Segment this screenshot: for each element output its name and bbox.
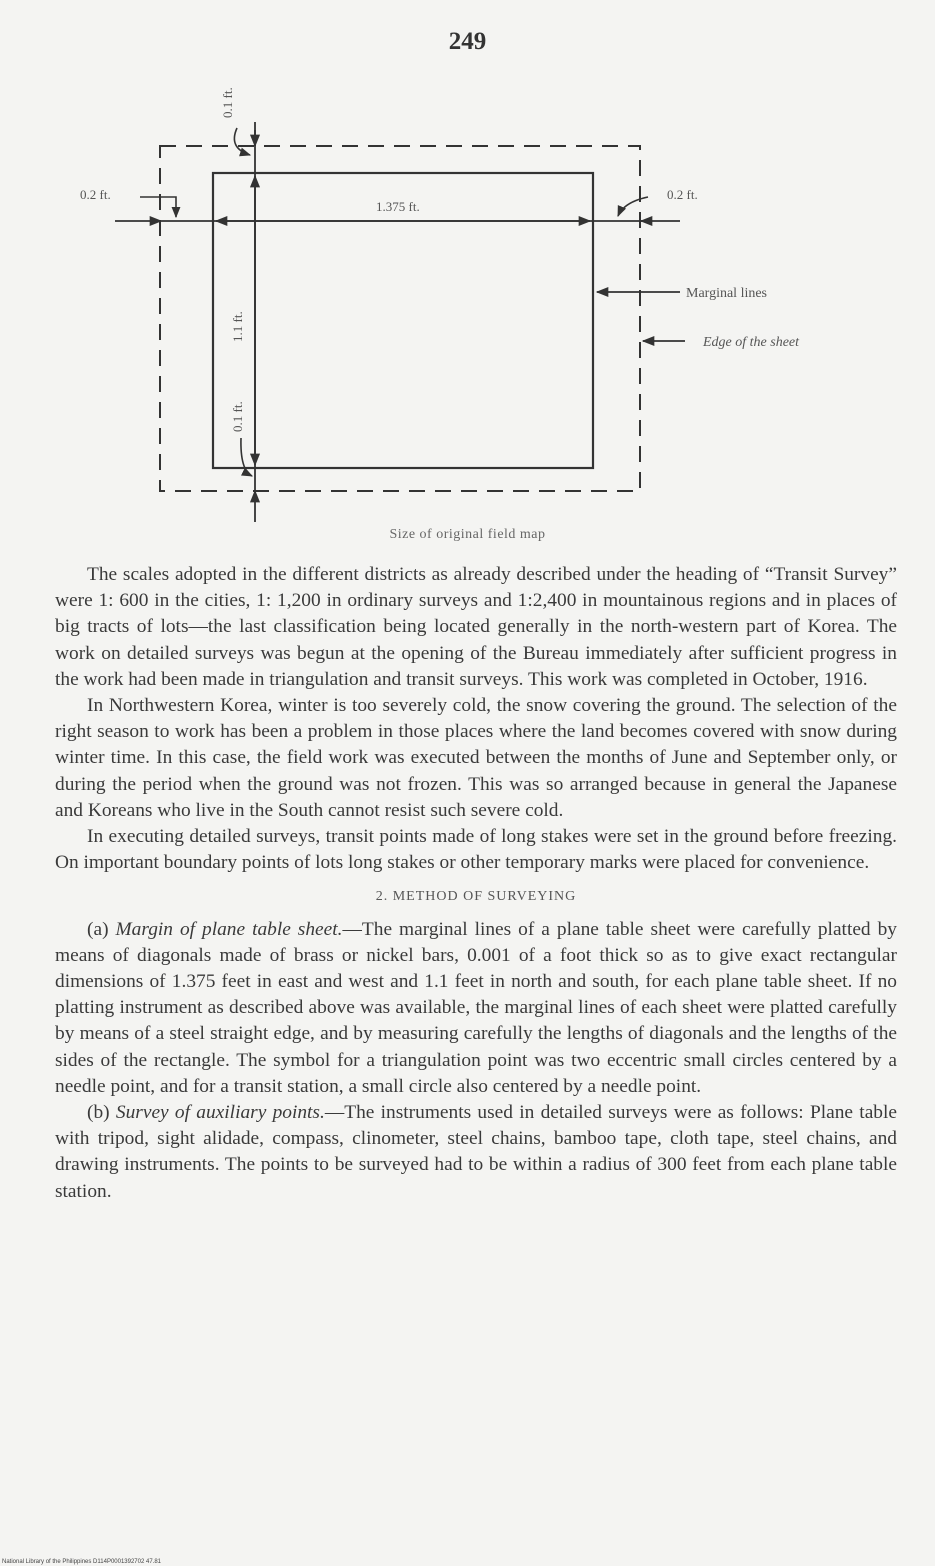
marginal-lines-label: Marginal lines: [686, 286, 768, 301]
dim-top-margin-label: 0.1 ft.: [220, 87, 235, 118]
page-number: 249: [448, 28, 487, 55]
dim-left-margin-label: 0.2 ft.: [80, 187, 111, 202]
subsection-a-body: —The marginal lines of a plane table sheet were carefully platted by means of diagonals made of brass or nickel bars, 0.001 of a foot thick so as to give exact rectangular dimensions of 1.375 feet in east and west and 1.1 feet in north and south, for each plane table sheet. If no platting instrument as described above was available, the marginal lines of each sheet were platted carefully by means of a steel straight edge, and by measuring carefully the lengths of diagonals and the lengths of the sides of the rectangle. The symbol for a triangulation point was two eccentric small circles centered by a needle point, and for a transit station, a small circle also centered by a needle point.: [55, 918, 897, 1097]
footer-watermark: National Library of the Philippines D114P0001392702 47.81: [2, 1559, 162, 1565]
paragraph: The scales adopted in the different districts as already described under the heading of “Transit Survey” were 1: 600 in the cities, 1: 1,200 in ordinary surveys and 1:2,400 in mountainous regions and in places of big tracts of lots—the last classification being located generally in the north-western part of Korea. The work on detailed surveys was begun at the opening of the Bureau immediately after sufficient progress in the work had been made in triangulation and transit surveys. This work was completed in October, 1916.: [55, 564, 897, 690]
section-heading: 2. METHOD OF SURVEYING: [375, 889, 577, 905]
dim-right-margin-label: 0.2 ft.: [667, 187, 698, 202]
body-text: [55, 562, 897, 1205]
subsection-b-body: —The instruments used in detailed surveys were as follows: Plane table with tripod, sight alidade, compass, clinometer, steel chains, bamboo tape, cloth tape, steel chains, and drawing instruments. The points to be surveyed had to be within a radius of 300 feet from each plane table station.: [55, 1102, 897, 1202]
figure-caption: Size of original field map: [389, 527, 546, 542]
marginal-lines-rect: [213, 173, 593, 468]
dim-width-label: 1.375 ft.: [376, 199, 420, 214]
subsection-a-label: (a): [87, 918, 109, 940]
dim-height-label: 1.1 ft.: [230, 311, 245, 342]
subsection-b-title: Survey of auxiliary points.: [115, 1102, 325, 1124]
edge-of-sheet-label: Edge of the sheet: [703, 335, 800, 350]
subsection-b: [55, 1100, 897, 1205]
paragraph: In executing detailed surveys, transit points made of long stakes were set in the ground before freezing. On important boundary points of lots long stakes or other temporary marks were placed for convenience.: [55, 826, 897, 874]
subsection-b-label: (b): [87, 1102, 110, 1124]
field-map-diagram: [0, 60, 935, 530]
paragraph: In Northwestern Korea, winter is too severely cold, the snow covering the ground. The selection of the right season to work has been a problem in those places where the land becomes covered with snow during winter time. In this case, the field work was executed between the months of June and September only, or during the period when the ground was not frozen. This was so arranged because in general the Japanese and Koreans who live in the South cannot resist such severe cold.: [55, 695, 897, 821]
subsection-a: [55, 917, 897, 1100]
subsection-a-title: Margin of plane table sheet.: [115, 918, 343, 940]
dim-bottom-margin-label: 0.1 ft.: [230, 401, 245, 432]
